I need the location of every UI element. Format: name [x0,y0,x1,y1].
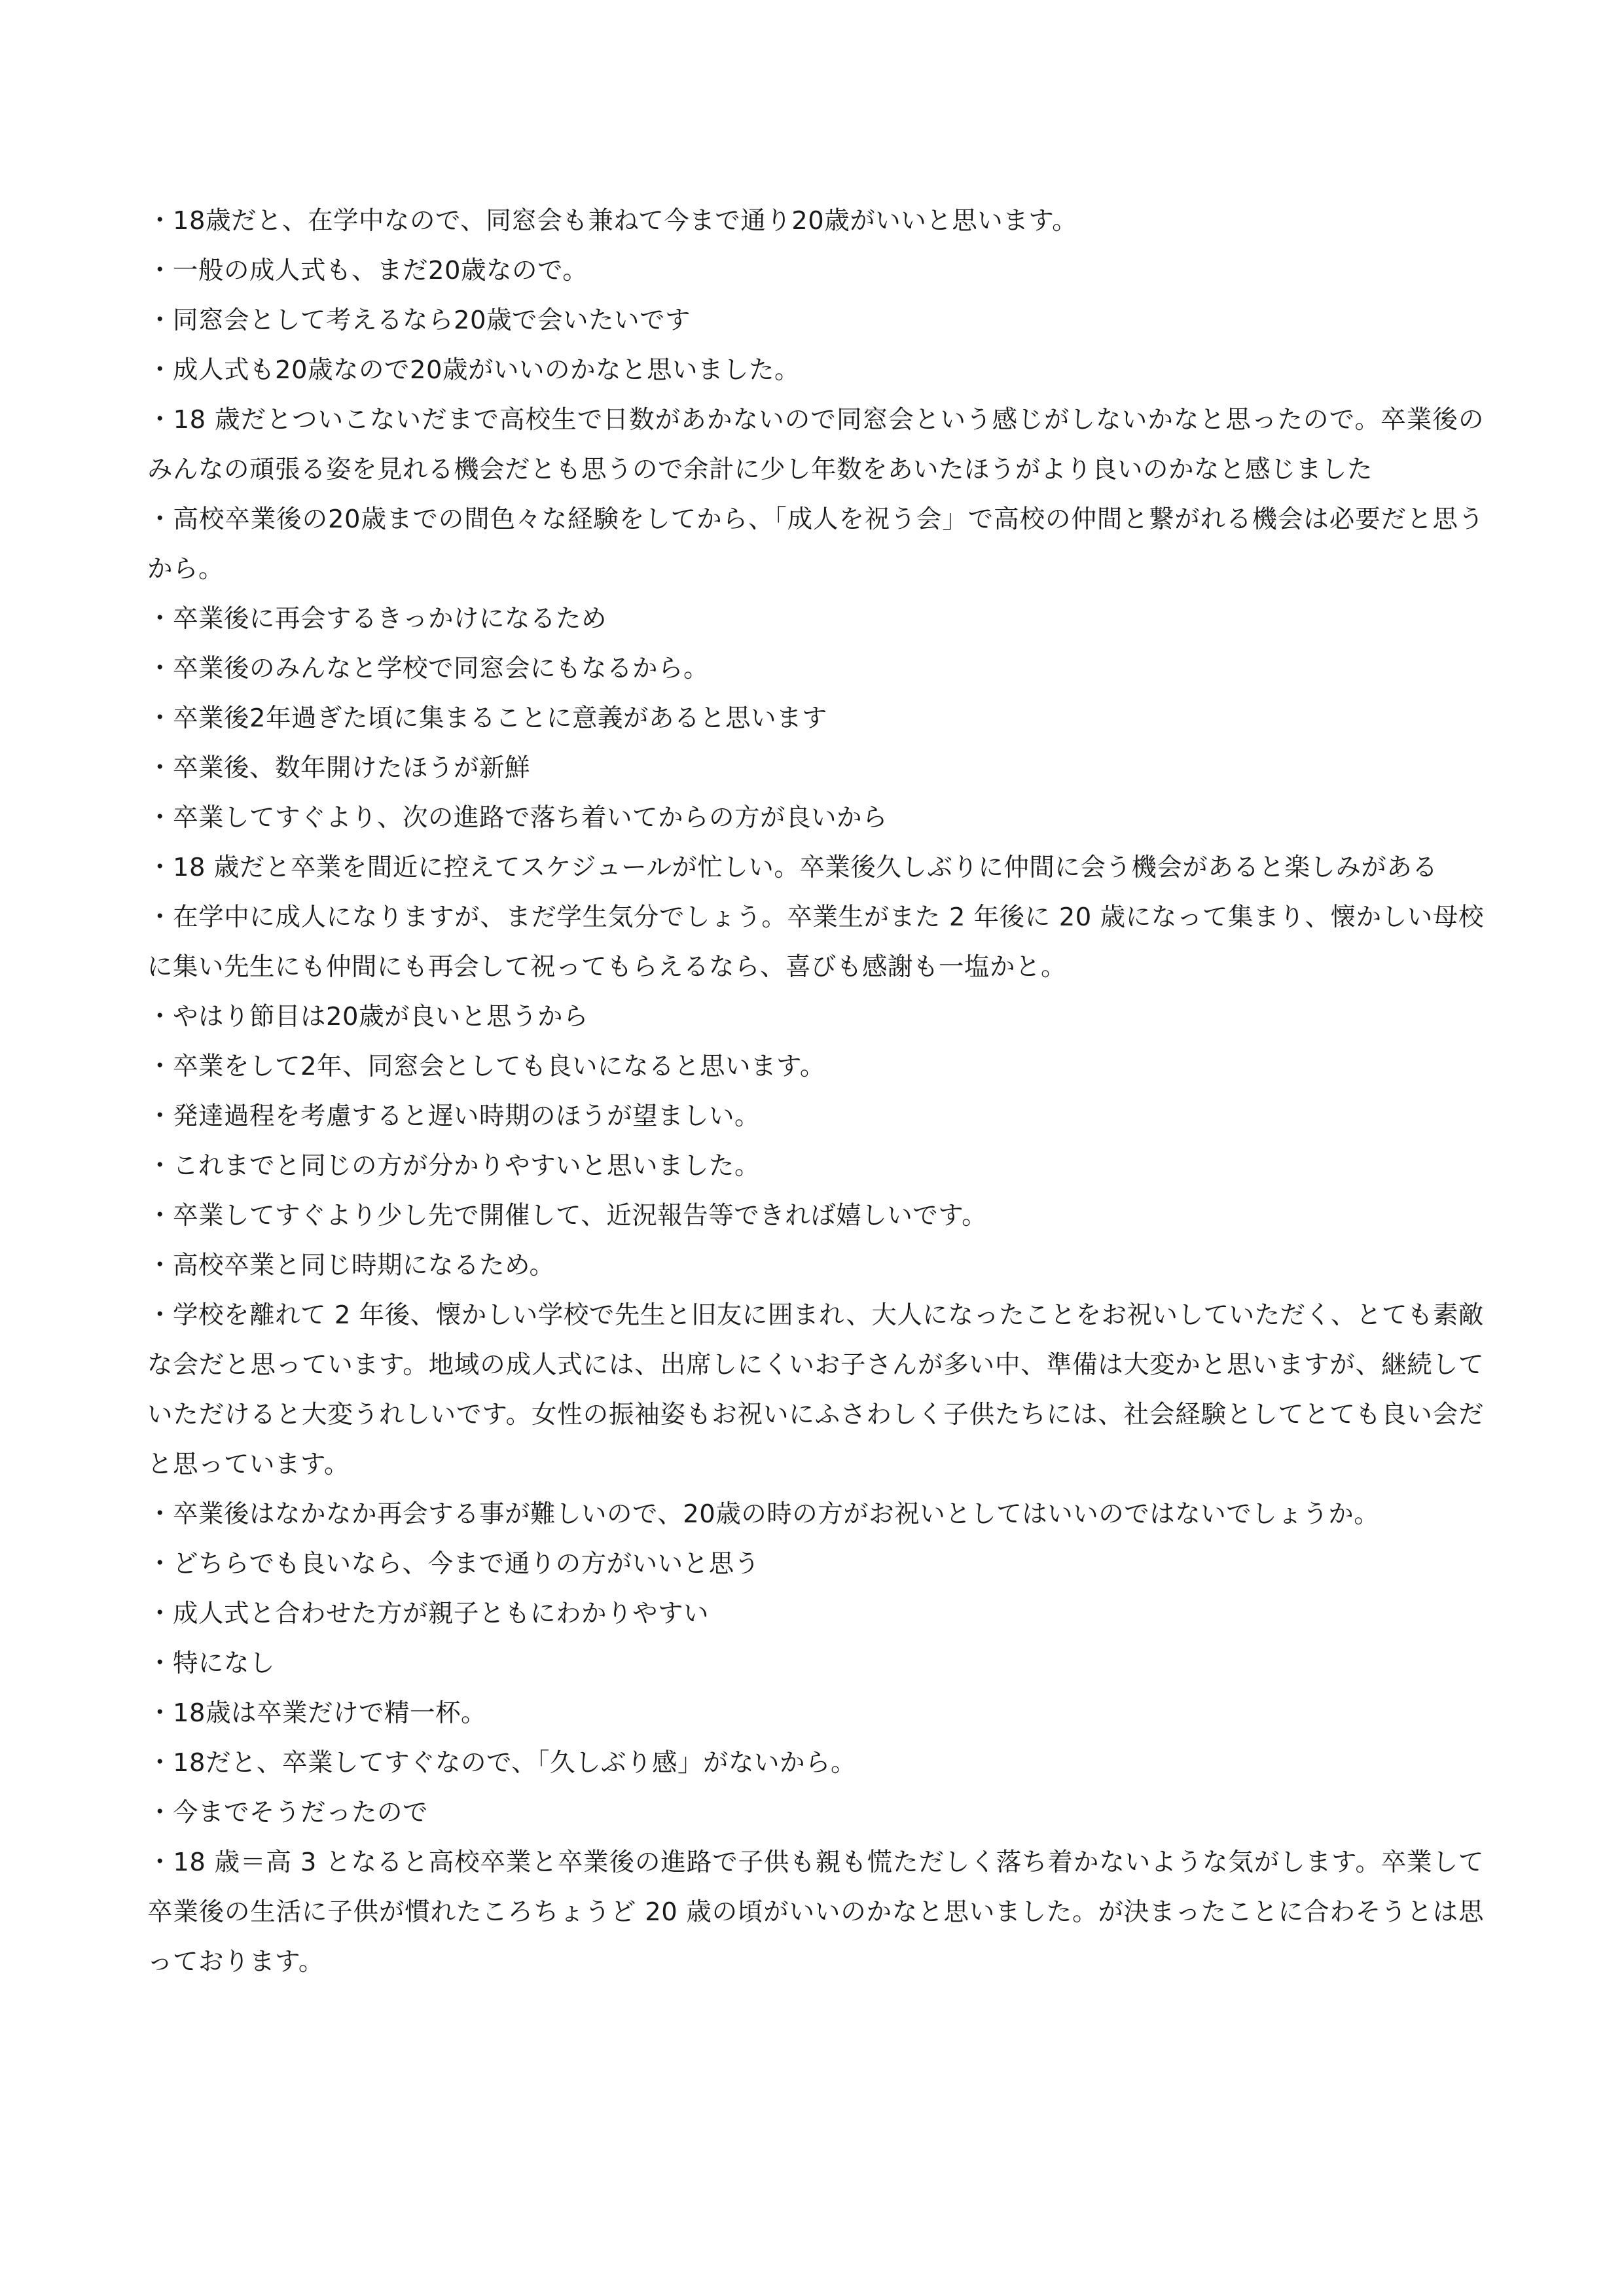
comment-item: ・18歳だと、在学中なので、同窓会も兼ねて今まで通り20歳がいいと思います。 [147,206,1078,236]
comment-item: ・卒業後はなかなか再会する事が難しいので、20歳の時の方がお祝いとしてはいいのではないでしょうか。 [147,1499,1380,1529]
comment-item: ・18 歳＝高 3 となると高校卒業と卒業後の進路で子供も親も慌ただしく落ち着かないような気がします。卒業して卒業後の生活に子供が慣れたころちょうど 20 歳の頃がいいのかなと思いました。が決まったことに合わそうとは思っております。 [147,1848,1484,1977]
comment-item: ・今までそうだったので [147,1798,429,1827]
comment-item: ・卒業後、数年開けたほうが新鮮 [147,753,531,783]
comment-item: ・高校卒業後の20歳までの間色々な経験をしてから、「成人を祝う会」で高校の仲間と繋がれる機会は必要だと思うから。 [147,505,1484,584]
comment-item: ・学校を離れて 2 年後、懐かしい学校で先生と旧友に囲まれ、大人になったことをお祝いしていただく、とても素敵な会だと思っています。地域の成人式には、出席しにくいお子さんが多い中、準備は大変かと思いますが、継続していただけると大変うれしいです。女性の振袖姿もお祝いにふさわしく子供たちには、社会経験としてとても良い会だと思っています。 [147,1300,1484,1479]
comment-item: ・同窓会として考えるなら20歳で会いたいです [147,306,691,335]
comment-item: ・卒業してすぐより少し先で開催して、近況報告等できれば嬉しいです。 [147,1201,988,1230]
comment-item: ・在学中に成人になりますが、まだ学生気分でしょう。卒業生がまた 2 年後に 20 歳になって集まり、懐かしい母校に集い先生にも仲間にも再会して祝ってもらえるなら、喜びも感謝も一塩かと。 [147,903,1484,982]
comment-item: ・やはり節目は20歳が良いと思うから [147,1002,588,1031]
comment-item: ・卒業後に再会するきっかけになるため [147,604,607,634]
comment-item: ・成人式も20歳なので20歳がいいのかなと思いました。 [147,355,800,385]
comment-item: ・18だと、卒業してすぐなので、「久しぶり感」がないから。 [147,1748,856,1778]
comment-item: ・高校卒業と同じ時期になるため。 [147,1251,555,1280]
comment-item: ・一般の成人式も、まだ20歳なので。 [147,256,588,285]
comment-item: ・18 歳だと卒業を間近に控えてスケジュールが忙しい。卒業後久しぶりに仲間に会う機会があると楽しみがある [147,853,1438,882]
comment-item: ・成人式と合わせた方が親子ともにわかりやすい [147,1599,710,1628]
comment-list [147,196,1484,1987]
comment-item: ・卒業後2年過ぎた頃に集まることに意義があると思います [147,704,827,733]
comment-item: ・卒業後のみんなと学校で同窓会にもなるから。 [147,654,710,683]
comment-item: ・特になし [147,1649,276,1678]
comment-item: ・卒業してすぐより、次の進路で落ち着いてからの方が良いから [147,803,888,833]
comment-item: ・どちらでも良いなら、今まで通りの方がいいと思う [147,1549,760,1579]
comment-item: ・卒業をして2年、同窓会としても良いになると思います。 [147,1052,825,1081]
comment-item: ・これまでと同じの方が分かりやすいと思いました。 [147,1151,761,1181]
comment-item: ・18 歳だとついこないだまで高校生で日数があかないので同窓会という感じがしないかなと思ったので。卒業後のみんなの頑張る姿を見れる機会だとも思うので余計に少し年数をあいたほうがより良いのかなと感じました [147,405,1484,484]
comment-item: ・18歳は卒業だけで精一杯。 [147,1698,486,1728]
comment-item: ・発達過程を考慮すると遅い時期のほうが望ましい。 [147,1102,761,1131]
